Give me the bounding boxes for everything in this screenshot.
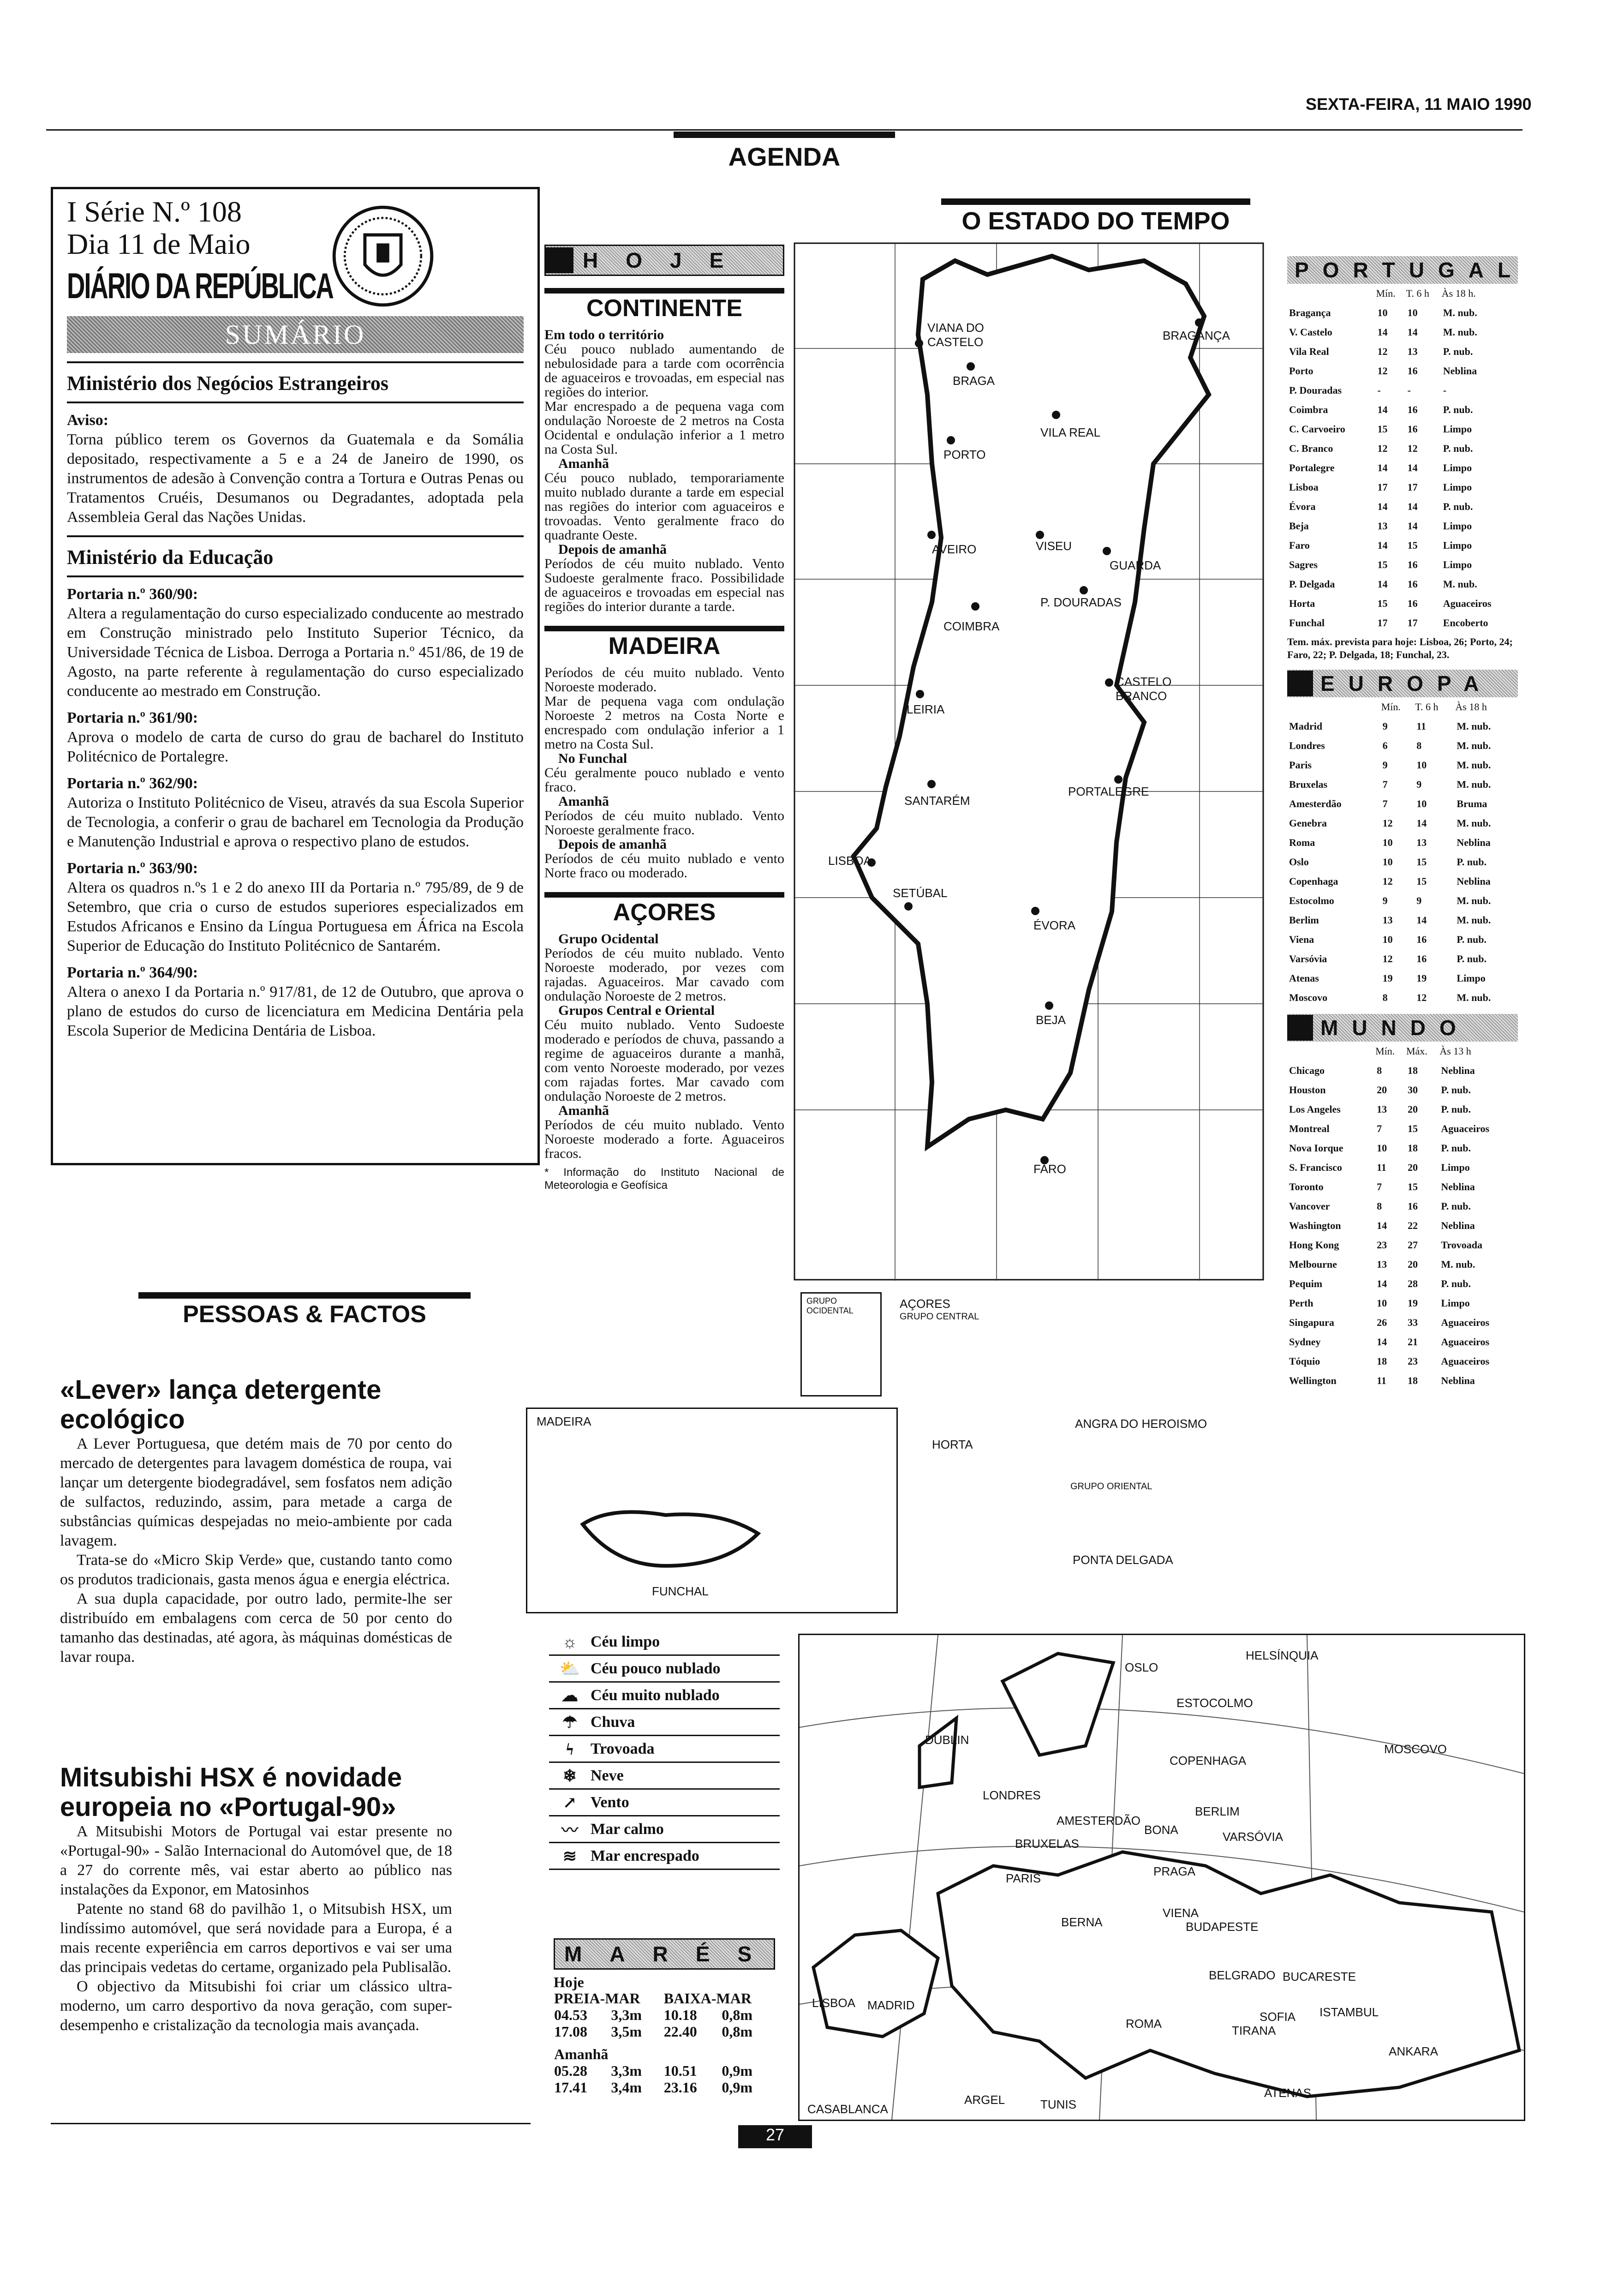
city-label: DUBLIN <box>925 1733 969 1747</box>
table-row: V. Castelo 14 14 M. nub. <box>1289 326 1477 338</box>
source-note: * Informação do Instituto Nacional de Meteorologia e Geofísica <box>544 1166 784 1192</box>
table-row: Roma 10 13 Neblina <box>1289 837 1491 848</box>
acores-heading: AÇORES <box>544 892 784 926</box>
city-label: SETÚBAL <box>893 886 948 900</box>
table-row: Perth 10 19 Limpo <box>1289 1297 1470 1309</box>
portaria: Portaria n.º 364/90: Altera o anexo I da Portaria n.º 917/81, de 12 de Outubro, que aprova o plano de estudos do curso de licenciatura em Medicina Dentária pela Escola Superior de Medicina Dentária de Lisboa. <box>67 964 524 1039</box>
table-row: Vancover 8 16 P. nub. <box>1289 1200 1471 1212</box>
rain-icon: ☂ <box>562 1713 578 1732</box>
city-label: AMESTERDÃO <box>1057 1814 1141 1828</box>
serie-number: I Série N.º 108 Dia 11 de Maio <box>67 195 251 260</box>
table-row: Londres 6 8 M. nub. <box>1289 740 1491 751</box>
article-paragraph: O objectivo da Mitsubishi foi criar um clássico ultra-moderno, um carro desportivo da nova geração, com super-desempenho e cristalização da tecnologia mais avançada. <box>60 1978 452 2034</box>
portugal-table <box>1287 284 1518 633</box>
wind-arrow-icon: ↗ <box>562 1793 577 1812</box>
section-title-agenda: AGENDA <box>674 132 895 172</box>
table-header-row: Mín. Máx. Às 13 h <box>1375 1045 1471 1057</box>
table-header-row: Mín. T. 6 h Às 18 h. <box>1376 288 1476 299</box>
legend-item: ⛅ Céu pouco nublado <box>549 1656 780 1683</box>
table-row: Los Angeles 13 20 P. nub. <box>1289 1103 1471 1115</box>
legend-item: 〰 Mar calmo <box>549 1816 780 1843</box>
table-row: Moscovo 8 12 M. nub. <box>1289 992 1491 1003</box>
map-label: GRUPO ORIENTAL <box>1070 1481 1152 1492</box>
table-row: Bragança 10 10 M. nub. <box>1289 307 1477 318</box>
table-row: Hong Kong 23 27 Trovoada <box>1289 1239 1483 1251</box>
table-row: Viena 10 16 P. nub. <box>1289 934 1487 945</box>
city-label: LEIRIA <box>907 702 945 716</box>
table-row: Porto 12 16 Neblina <box>1289 365 1477 377</box>
city-label: PORTALEGRE <box>1068 785 1149 798</box>
city-label: BERLIM <box>1195 1804 1240 1818</box>
map-label: AÇORES <box>900 1297 950 1311</box>
city-dot <box>1103 547 1111 555</box>
city-label: BERNA <box>1061 1915 1103 1929</box>
city-label: MOSCOVO <box>1384 1742 1447 1756</box>
city-dot <box>971 602 979 611</box>
map-label: MADEIRA <box>537 1414 591 1428</box>
continente-forecast: Em todo o território Céu pouco nublado aumentando de nebulosidade para a tarde com ocorrência de aguaceiros e trovoadas, em especial nas regiões do interior. Mar encrespado a de pequena vaga com ondulação Noroeste de 2 metros na Costa Ocidental e ondulação inferior a 1 metro na Costa Sul. Amanhã Céu pouco nublado, temporariamente muito nublado durante a tarde em especial nas regiões do interior com aguaceiros e trovoadas. Vento geralmente fraco do quadrante Oeste. Depois de amanhã Períodos de céu muito nublado. Vento Sudoeste geralmente fraco. Possibilidade de aguaceiros e trovoadas em especial nas regiões do interior durante a tarde. <box>544 327 784 614</box>
table-row: Montreal 7 15 Aguaceiros <box>1289 1123 1490 1134</box>
legend-item: ↗ Vento <box>549 1790 780 1816</box>
city-label: ÉVORA <box>1033 918 1076 932</box>
city-label: CASABLANCA <box>807 2102 888 2116</box>
madeira-heading: MADEIRA <box>544 626 784 660</box>
madeira-map <box>526 1408 898 1613</box>
table-row: Pequim 14 28 P. nub. <box>1289 1278 1471 1289</box>
table-row: Houston 20 30 P. nub. <box>1289 1084 1471 1096</box>
article-paragraph: A Lever Portuguesa, que detém mais de 70 por cento do mercado de detergentes para lavagem doméstica de roupa, vai lançar um detergente biodegradável, sem fosfatos nem adição de sulfactos, reduzindo, assim, para metade a carga de substâncias químicas despejadas no meio-ambiente por cada lavagem. <box>60 1435 452 1549</box>
table-row: S. Francisco 11 20 Limpo <box>1289 1162 1470 1173</box>
sun-icon: ☼ <box>562 1632 578 1651</box>
legend-item: ≋ Mar encrespado <box>549 1843 780 1870</box>
table-row: Vila Real 12 13 P. nub. <box>1289 346 1473 357</box>
city-label: FARO <box>1033 1162 1066 1176</box>
city-label: LISBOA <box>828 854 872 868</box>
map-label: HORTA <box>932 1438 973 1451</box>
city-label: BUDAPESTE <box>1186 1920 1259 1934</box>
table-header-row: Mín. T. 6 h Às 18 h <box>1381 701 1487 713</box>
city-label: BELGRADO <box>1209 1968 1276 1982</box>
hoje-column <box>544 245 784 1192</box>
city-dot <box>1045 1001 1053 1010</box>
table-row: Toronto 7 15 Neblina <box>1289 1181 1475 1192</box>
city-dot <box>916 690 924 698</box>
table-row: Madrid 9 11 M. nub. <box>1289 720 1491 732</box>
table-row: Genebra 12 14 M. nub. <box>1289 817 1491 829</box>
mares-hoje-label: Hoje <box>554 1974 584 1990</box>
city-dot <box>904 902 913 911</box>
city-label: VILA REAL <box>1040 425 1101 439</box>
city-label: TUNIS <box>1040 2097 1076 2111</box>
city-label: ISTAMBUL <box>1320 2005 1379 2019</box>
table-row: P. Douradas - - - <box>1289 384 1447 396</box>
portaria: Portaria n.º 362/90: Autoriza o Instituto Politécnico de Viseu, através da sua Escola Superior de Tecnologia, a conferir o grau de bacharel em Tecnologia da Produção e Manutenção Industrial e aprova o respectivo plano de estudos. <box>67 775 524 850</box>
table-row: Atenas 19 19 Limpo <box>1289 972 1486 984</box>
map-label: FUNCHAL <box>652 1584 709 1598</box>
table-row: Portalegre 14 14 Limpo <box>1289 462 1472 473</box>
city-label: PORTO <box>943 448 986 461</box>
table-row: Évora 14 14 P. nub. <box>1289 501 1473 512</box>
legend-item: ☂ Chuva <box>549 1709 780 1736</box>
coat-of-arms-icon <box>330 203 436 309</box>
portugal-map <box>794 242 1264 1281</box>
table-row: Sagres 15 16 Limpo <box>1289 559 1472 570</box>
city-label: P. DOURADAS <box>1040 595 1122 609</box>
dateline: SEXTA-FEIRA, 11 MAIO 1990 <box>1306 95 1532 114</box>
table-row: Oslo 10 15 P. nub. <box>1289 856 1487 868</box>
ministry-heading: Ministério dos Negócios Estrangeiros <box>67 361 524 403</box>
table-row: Varsóvia 12 16 P. nub. <box>1289 953 1487 965</box>
table-row: Copenhaga 12 15 Neblina <box>1289 875 1491 887</box>
map-label: GRUPO OCIDENTAL <box>806 1296 854 1315</box>
article-paragraph: Patente no stand 68 do pavilhão 1, o Mitsubish HSX, um lindíssimo automóvel, que será novidade para a Europa, é a mais recente experiência em carros deportivos e vai ser uma das principais vedetas do certame, organizado pela Publisalão. <box>60 1900 452 1976</box>
city-dot <box>927 780 936 788</box>
europa-banner: EUROPA <box>1287 670 1518 697</box>
table-row: Nova Iorque 10 18 P. nub. <box>1289 1142 1471 1154</box>
portaria: Portaria n.º 360/90: Altera a regulamentação do curso especializado conducente ao mestrado em Construção ministrado pelo Instituto Superior Técnico, da Universidade Técnica de Lisboa. Derroga a Portaria n.º 451/86, de 19 de Agosto, na parte referente à regulamentação do curso especializado conducente ao mestrado em Construção. <box>67 586 524 700</box>
ministry-heading: Ministério da Educação <box>67 535 524 577</box>
city-label: VIENA <box>1163 1906 1199 1920</box>
article-lever <box>60 1375 452 1667</box>
table-row: Sydney 14 21 Aguaceiros <box>1289 1336 1490 1348</box>
city-label: COPENHAGA <box>1170 1754 1247 1768</box>
city-label: PARIS <box>1006 1871 1041 1885</box>
article-mitsubishi <box>60 1763 452 2035</box>
map-label: ANGRA DO HEROISMO <box>1075 1417 1207 1431</box>
aviso: Aviso: Torna público terem os Governos da Guatemala e da Somália depositado, respectivamente a 5 e a 24 de Janeiro de 1990, os instrumentos de adesão à Convenção contra a Tortura e Outras Penas ou Tratamentos Cruéis, Desumanos ou Degradantes, adoptada pela Assembleia Geral das Nações Unidas. <box>67 412 524 526</box>
legend-item: ☼ Céu limpo <box>549 1629 780 1656</box>
table-row: Singapura 26 33 Aguaceiros <box>1289 1317 1490 1328</box>
map-label: PONTA DELGADA <box>1073 1553 1173 1567</box>
table-row: P. Delgada 14 16 M. nub. <box>1289 578 1477 590</box>
table-row: Berlim 13 14 M. nub. <box>1289 914 1491 926</box>
table-row: Amesterdão 7 10 Bruma <box>1289 798 1487 809</box>
city-dot <box>1080 586 1088 594</box>
table-row: Washington 14 22 Neblina <box>1289 1220 1475 1231</box>
city-label: BEJA <box>1036 1013 1066 1027</box>
table-row: C. Carvoeiro 15 16 Limpo <box>1289 423 1472 435</box>
city-dot <box>1036 531 1044 539</box>
table-row: Lisboa 17 17 Limpo <box>1289 481 1472 493</box>
city-label: GUARDA <box>1110 558 1161 572</box>
portaria: Portaria n.º 361/90: Aprova o modelo de carta de curso do grau de bacharel do Instituto Politécnico de Portalegre. <box>67 709 524 765</box>
section-title-estado-do-tempo: O ESTADO DO TEMPO <box>941 198 1250 235</box>
sumario-banner: SUMÁRIO <box>67 316 524 353</box>
thunder-icon: ϟ <box>566 1739 574 1758</box>
acores-forecast: Grupo Ocidental Períodos de céu muito nublado. Vento Noroeste moderado, por vezes com rajadas. Aguaceiros. Mar cavado com ondulação Noroeste de 2 metros. Grupos Central e Oriental Céu muito nublado. Vento Sudoeste moderado e períodos de chuva, passando a regime de aguaceiros durante a manhã, com vento Noroeste moderado, por vezes com rajadas fortes. Mar cavado com ondulação Noroeste de 2 metros. Amanhã Períodos de céu muito nublado. Vento Noroeste moderado a forte. Aguaceiros fracos. <box>544 931 784 1161</box>
table-row: C. Branco 12 12 P. nub. <box>1289 443 1473 454</box>
europa-table <box>1287 697 1518 1007</box>
city-dot <box>947 436 955 444</box>
city-dot <box>1195 318 1203 327</box>
table-row: Wellington 11 18 Neblina <box>1289 1375 1475 1386</box>
table-row: Chicago 8 18 Neblina <box>1289 1065 1475 1076</box>
city-label: LISBOA <box>812 1996 855 2010</box>
city-label: ARGEL <box>964 2093 1005 2107</box>
hoje-banner: HOJE <box>544 245 784 276</box>
city-label: ATENAS <box>1264 2086 1312 2100</box>
city-dot <box>915 339 923 348</box>
city-label: HELSÍNQUIA <box>1246 1648 1319 1662</box>
table-row: Tóquio 18 23 Aguaceiros <box>1289 1355 1490 1367</box>
madeira-forecast: Períodos de céu muito nublado. Vento Noroeste moderado. Mar de pequena vaga com ondulação Noroeste 2 metros na Costa Norte e encrespado com ondulação inferior a 1 metro na Costa Sul. No Funchal Céu geralmente pouco nublado e vento fraco. Amanhã Períodos de céu muito nublado. Vento Noroeste geralmente fraco. Depois de amanhã Períodos de céu muito nublado e vento Norte fraco ou moderado. <box>544 665 784 881</box>
table-row: Melbourne 13 20 M. nub. <box>1289 1258 1475 1270</box>
temperature-tables <box>1287 256 1525 1390</box>
city-label: ANKARA <box>1389 2044 1438 2058</box>
city-dot <box>1105 678 1113 687</box>
partly-cloudy-icon: ⛅ <box>559 1659 580 1678</box>
mares-banner: MARÉS <box>554 1938 775 1970</box>
city-label: VARSÓVIA <box>1223 1830 1284 1844</box>
legend-item: ϟ Trovoada <box>549 1736 780 1763</box>
city-label: BRAGANÇA <box>1163 329 1230 342</box>
sumario-box <box>51 187 540 1165</box>
portugal-banner: PORTUGAL <box>1287 256 1518 284</box>
city-label: ESTOCOLMO <box>1176 1696 1253 1710</box>
city-label: COIMBRA <box>943 619 1000 633</box>
city-label: BUCARESTE <box>1283 1970 1356 1983</box>
max-temp-note: Tem. máx. prevista para hoje: Lisboa, 26; Porto, 24; Faro, 22; P. Delgada, 18; Funchal, 23. <box>1287 636 1513 660</box>
portaria: Portaria n.º 363/90: Altera os quadros n.ºs 1 e 2 do anexo III da Portaria n.º 795/89, de 9 de Setembro, que cria o curso de estudos superiores especializados em Estudos Africanos e Ensino da Língua Portuguesa em África na Escola Superior de Educação do Instituto Politécnico de Santarém. <box>67 860 524 954</box>
calm-sea-icon: 〰 <box>561 1821 578 1840</box>
mundo-banner: MUNDO <box>1287 1014 1518 1042</box>
section-title-pessoas: PESSOAS & FACTOS <box>138 1292 471 1328</box>
city-dot <box>1114 775 1122 784</box>
article-paragraph: Trata-se do «Micro Skip Verde» que, custando tanto como os produtos tradicionais, gasta menos água e energia eléctrica. <box>60 1552 452 1588</box>
city-label: CASTELO BRANCO <box>1116 675 1172 703</box>
cloudy-icon: ☁ <box>561 1686 578 1705</box>
city-label: TIRANA <box>1232 2024 1276 2037</box>
mares-table <box>554 1938 780 2096</box>
table-row: Faro 14 15 Limpo <box>1289 539 1472 551</box>
city-label: SOFIA <box>1260 2010 1296 2024</box>
city-label: BONA <box>1144 1823 1178 1837</box>
legend-item: ❄ Neve <box>549 1763 780 1790</box>
city-label: SANTARÉM <box>904 794 970 808</box>
city-dot <box>1052 411 1060 419</box>
page-number: 27 <box>738 2125 812 2148</box>
city-label: BRUXELAS <box>1015 1837 1079 1851</box>
mundo-table <box>1287 1042 1518 1390</box>
table-row: Horta 15 16 Aguaceiros <box>1289 598 1492 609</box>
city-label: BRAGA <box>953 374 995 388</box>
city-label: MADRID <box>867 1998 915 2012</box>
article-paragraph: A sua dupla capacidade, por outro lado, permite-lhe ser distribuído em embalagens com cerca de 50 por cento do tamanho das destinadas, até agora, às máquinas domésticas de lavar roupa. <box>60 1590 452 1666</box>
city-dot <box>927 531 936 539</box>
map-label: GRUPO CENTRAL <box>900 1312 979 1322</box>
city-label: LONDRES <box>983 1788 1041 1802</box>
continente-heading: CONTINENTE <box>544 288 784 322</box>
article-headline: Mitsubishi HSX é novidade europeia no «Portugal-90» <box>60 1762 402 1822</box>
city-label: AVEIRO <box>932 542 977 556</box>
acores-map <box>895 1292 1264 1492</box>
mares-grid: PREIA-MAR BAIXA-MAR 04.53 3,3m 10.18 0,8m 17.08 3,5m 22.40 0,8m Amanhã 05.28 3,3m 10.51 0,9m 17.41 3,4m 23.16 0,9m <box>554 1990 753 2096</box>
table-row: Beja 13 14 Limpo <box>1289 520 1472 532</box>
table-row: Coimbra 14 16 P. nub. <box>1289 404 1473 415</box>
snow-icon: ❄ <box>562 1766 577 1785</box>
city-label: PRAGA <box>1153 1864 1196 1878</box>
city-label: VIANA DO CASTELO <box>927 321 984 349</box>
rough-sea-icon: ≋ <box>562 1846 577 1865</box>
article-headline: «Lever» lança detergente ecológico <box>60 1375 382 1434</box>
table-row: Bruxelas 7 9 M. nub. <box>1289 779 1491 790</box>
legend-item: ☁ Céu muito nublado <box>549 1683 780 1709</box>
city-label: OSLO <box>1125 1660 1158 1674</box>
city-label: VISEU <box>1036 539 1072 553</box>
table-row: Estocolmo 9 9 M. nub. <box>1289 895 1491 906</box>
city-label: ROMA <box>1126 2017 1162 2031</box>
grupo-ocidental-inset <box>800 1292 882 1396</box>
article-paragraph: A Mitsubishi Motors de Portugal vai estar presente no «Portugal-90» - Salão Internacional do Automóvel que, de 18 a 27 do corrente mês, vai estar aberto ao público nas instalações da Exponor, em Matosinhos <box>60 1823 452 1898</box>
publication-title: DIÁRIO DA REPÚBLICA <box>67 265 333 306</box>
legend <box>549 1629 780 1870</box>
city-dot <box>1031 907 1039 915</box>
table-row: Paris 9 10 M. nub. <box>1289 759 1491 771</box>
table-row: Funchal 17 17 Encoberto <box>1289 617 1488 629</box>
city-dot <box>967 362 975 371</box>
